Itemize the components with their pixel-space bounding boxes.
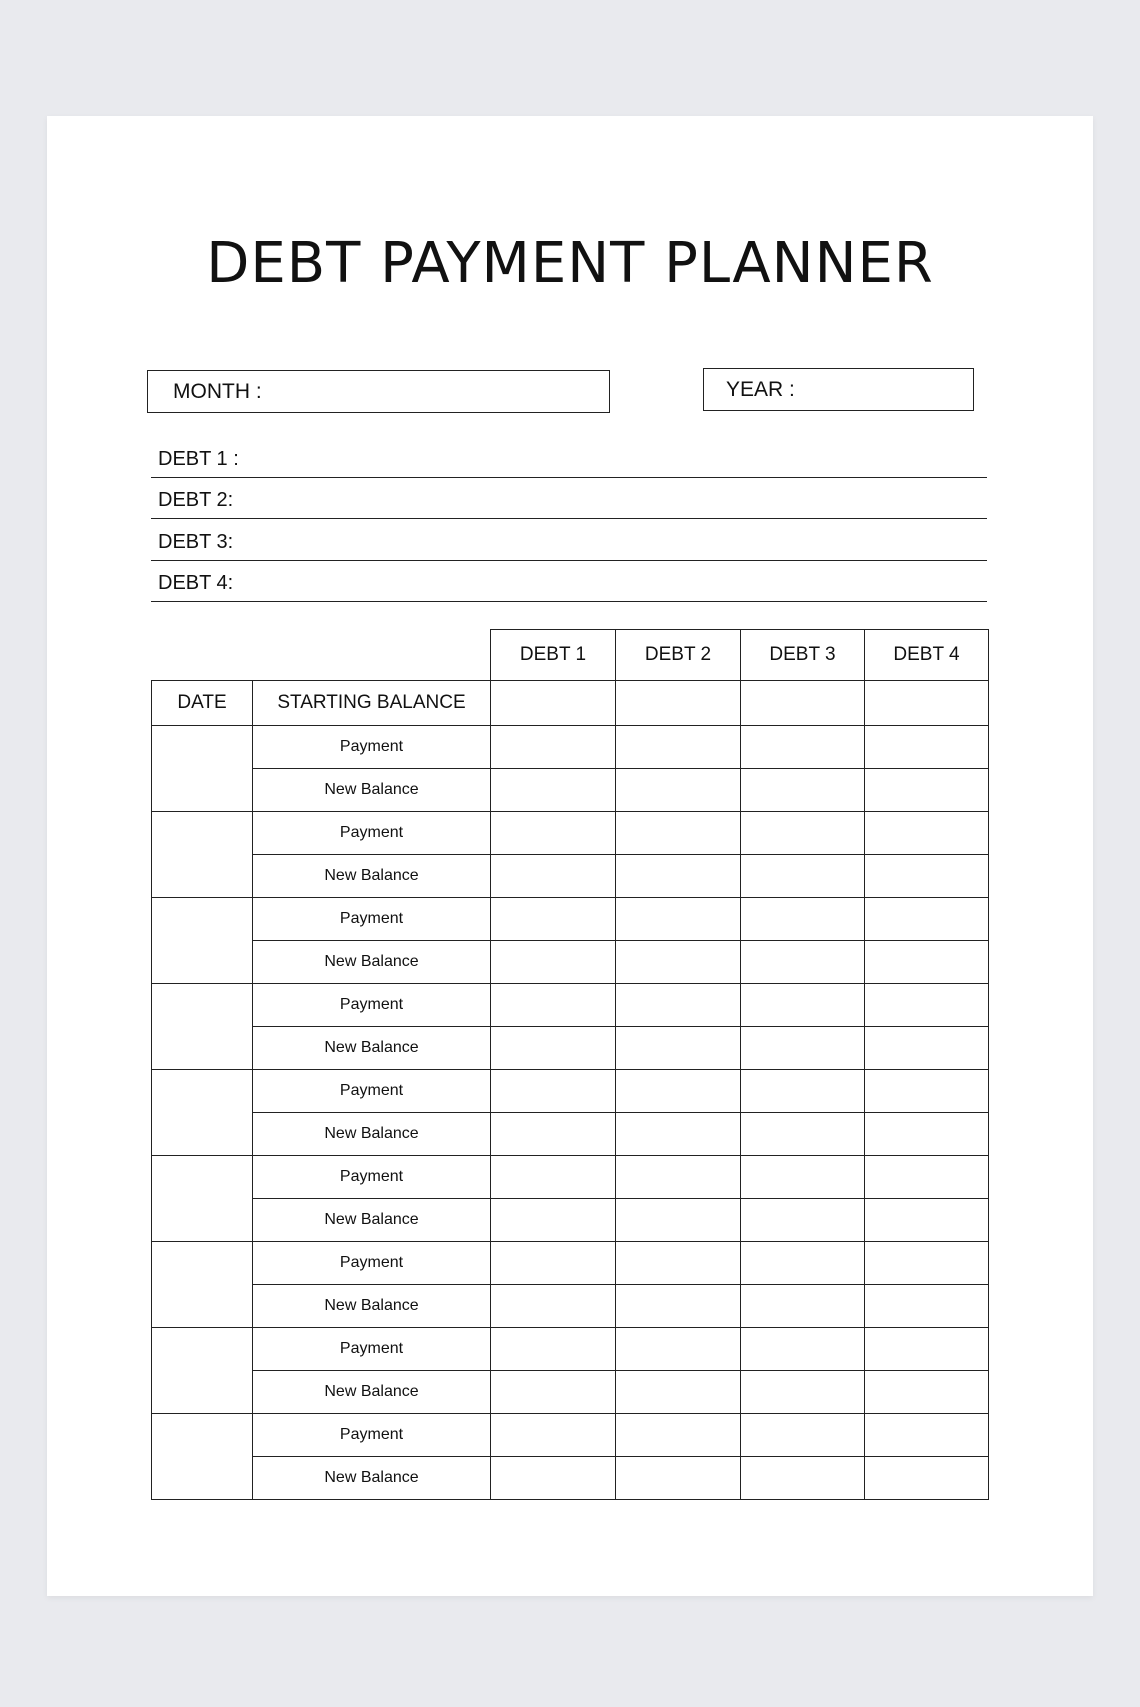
date-cell[interactable] — [152, 898, 253, 984]
debt-2-new-balance-cell[interactable] — [616, 1457, 741, 1500]
debt-1-new-balance-cell[interactable] — [491, 769, 616, 812]
table-row — [152, 1027, 989, 1070]
date-cell[interactable] — [152, 1156, 253, 1242]
starting-balance-debt-3-cell[interactable] — [741, 681, 865, 726]
debt-3-new-balance-cell[interactable] — [741, 941, 865, 984]
debt-header-row — [152, 630, 989, 681]
debt-2-new-balance-cell[interactable] — [616, 1371, 741, 1414]
date-header: DATE — [152, 681, 253, 726]
table-row — [152, 941, 989, 984]
debt-3-payment-cell[interactable] — [741, 984, 865, 1027]
debt-2-new-balance-cell[interactable] — [616, 1285, 741, 1328]
debt-2-payment-cell[interactable] — [616, 726, 741, 769]
debt-3-new-balance-cell[interactable] — [741, 1027, 865, 1070]
debt-2-line[interactable] — [151, 478, 987, 520]
date-cell[interactable] — [152, 1070, 253, 1156]
table-row — [152, 1242, 989, 1285]
planner-sheet — [47, 116, 1093, 1596]
debt-1-payment-cell[interactable] — [491, 1414, 616, 1457]
debt-4-new-balance-cell[interactable] — [865, 1457, 989, 1500]
year-label: YEAR : — [726, 377, 795, 401]
starting-balance-header: STARTING BALANCE — [253, 681, 491, 726]
table-body — [152, 681, 989, 1500]
table-row — [152, 1371, 989, 1414]
debt-1-header: DEBT 1 — [491, 630, 616, 681]
header-spacer — [152, 630, 491, 681]
debt-3-new-balance-cell[interactable] — [741, 769, 865, 812]
debt-1-payment-cell[interactable] — [491, 1328, 616, 1371]
debt-1-payment-cell[interactable] — [491, 1242, 616, 1285]
debt-4-payment-cell[interactable] — [865, 898, 989, 941]
debt-3-new-balance-cell[interactable] — [741, 1457, 865, 1500]
column-header-row — [152, 681, 989, 726]
date-cell[interactable] — [152, 726, 253, 812]
table-row — [152, 769, 989, 812]
month-label: MONTH : — [173, 379, 262, 403]
debt-2-payment-cell[interactable] — [616, 1070, 741, 1113]
date-cell[interactable] — [152, 1328, 253, 1414]
debt-1-line[interactable] — [151, 436, 987, 478]
debt-2-payment-cell[interactable] — [616, 1242, 741, 1285]
debt-2-new-balance-cell[interactable] — [616, 1199, 741, 1242]
debt-3-new-balance-cell[interactable] — [741, 1199, 865, 1242]
debt-2-label: DEBT 2: — [158, 489, 234, 511]
debt-4-payment-cell[interactable] — [865, 1414, 989, 1457]
new-balance-label: New Balance — [253, 1285, 491, 1328]
debt-2-new-balance-cell[interactable] — [616, 1113, 741, 1156]
debt-1-new-balance-cell[interactable] — [491, 1285, 616, 1328]
debt-2-payment-cell[interactable] — [616, 984, 741, 1027]
debt-1-payment-cell[interactable] — [491, 726, 616, 769]
new-balance-label: New Balance — [253, 855, 491, 898]
debt-2-payment-cell[interactable] — [616, 1156, 741, 1199]
debt-3-new-balance-cell[interactable] — [741, 1371, 865, 1414]
debt-name-lines — [151, 436, 987, 602]
payment-label: Payment — [253, 898, 491, 941]
debt-1-new-balance-cell[interactable] — [491, 1371, 616, 1414]
debt-2-payment-cell[interactable] — [616, 898, 741, 941]
debt-2-payment-cell[interactable] — [616, 1328, 741, 1371]
debt-4-header: DEBT 4 — [865, 630, 989, 681]
debt-4-new-balance-cell[interactable] — [865, 1285, 989, 1328]
debt-1-payment-cell[interactable] — [491, 1070, 616, 1113]
debt-3-label: DEBT 3: — [158, 530, 234, 553]
debt-4-new-balance-cell[interactable] — [865, 1113, 989, 1156]
table-row — [152, 1199, 989, 1242]
debt-2-new-balance-cell[interactable] — [616, 855, 741, 898]
debt-3-payment-cell[interactable] — [741, 1328, 865, 1371]
date-cell[interactable] — [152, 984, 253, 1070]
debt-1-payment-cell[interactable] — [491, 898, 616, 941]
payment-label: Payment — [253, 1414, 491, 1457]
payment-label: Payment — [253, 1328, 491, 1371]
debt-4-payment-cell[interactable] — [865, 812, 989, 855]
new-balance-label: New Balance — [253, 1113, 491, 1156]
debt-3-line[interactable] — [151, 519, 987, 561]
debt-1-new-balance-cell[interactable] — [491, 1199, 616, 1242]
debt-4-new-balance-cell[interactable] — [865, 1199, 989, 1242]
debt-3-payment-cell[interactable] — [741, 898, 865, 941]
table-row — [152, 984, 989, 1027]
debt-1-new-balance-cell[interactable] — [491, 1113, 616, 1156]
debt-1-new-balance-cell[interactable] — [491, 1027, 616, 1070]
debt-1-payment-cell[interactable] — [491, 984, 616, 1027]
table-row — [152, 855, 989, 898]
date-cell[interactable] — [152, 812, 253, 898]
new-balance-label: New Balance — [253, 1027, 491, 1070]
table-row — [152, 1414, 989, 1457]
debt-4-payment-cell[interactable] — [865, 1328, 989, 1371]
table-row — [152, 1156, 989, 1199]
new-balance-label: New Balance — [253, 769, 491, 812]
debt-4-label: DEBT 4: — [158, 572, 234, 594]
debt-4-payment-cell[interactable] — [865, 1242, 989, 1285]
debt-3-payment-cell[interactable] — [741, 812, 865, 855]
debt-3-payment-cell[interactable] — [741, 1242, 865, 1285]
debt-3-header: DEBT 3 — [741, 630, 865, 681]
debt-3-payment-cell[interactable] — [741, 1414, 865, 1457]
debt-4-new-balance-cell[interactable] — [865, 855, 989, 898]
new-balance-label: New Balance — [253, 1371, 491, 1414]
debt-3-payment-cell[interactable] — [741, 1070, 865, 1113]
new-balance-label: New Balance — [253, 1457, 491, 1500]
table-row — [152, 1113, 989, 1156]
page-title: DEBT PAYMENT PLANNER — [206, 231, 934, 296]
starting-balance-debt-4-cell[interactable] — [865, 681, 989, 726]
payment-label: Payment — [253, 812, 491, 855]
new-balance-label: New Balance — [253, 941, 491, 984]
debt-4-payment-cell[interactable] — [865, 984, 989, 1027]
month-field[interactable] — [147, 370, 610, 413]
debt-2-payment-cell[interactable] — [616, 1414, 741, 1457]
debt-2-payment-cell[interactable] — [616, 812, 741, 855]
debt-3-payment-cell[interactable] — [741, 726, 865, 769]
debt-2-new-balance-cell[interactable] — [616, 941, 741, 984]
payment-label: Payment — [253, 984, 491, 1027]
payment-label: Payment — [253, 726, 491, 769]
debt-3-new-balance-cell[interactable] — [741, 1285, 865, 1328]
debt-4-new-balance-cell[interactable] — [865, 1371, 989, 1414]
payment-label: Payment — [253, 1242, 491, 1285]
debt-4-new-balance-cell[interactable] — [865, 941, 989, 984]
starting-balance-debt-2-cell[interactable] — [616, 681, 741, 726]
debt-1-new-balance-cell[interactable] — [491, 941, 616, 984]
debt-2-new-balance-cell[interactable] — [616, 1027, 741, 1070]
date-cell[interactable] — [152, 1414, 253, 1500]
debt-3-new-balance-cell[interactable] — [741, 855, 865, 898]
debt-1-new-balance-cell[interactable] — [491, 855, 616, 898]
debt-4-new-balance-cell[interactable] — [865, 769, 989, 812]
debt-1-label: DEBT 1 : — [158, 447, 239, 470]
debt-3-payment-cell[interactable] — [741, 1156, 865, 1199]
date-cell[interactable] — [152, 1242, 253, 1328]
debt-4-payment-cell[interactable] — [865, 726, 989, 769]
starting-balance-debt-1-cell[interactable] — [491, 681, 616, 726]
payment-table — [151, 629, 989, 1500]
debt-1-payment-cell[interactable] — [491, 1156, 616, 1199]
table-row — [152, 1285, 989, 1328]
debt-2-new-balance-cell[interactable] — [616, 769, 741, 812]
debt-2-header: DEBT 2 — [616, 630, 741, 681]
table-row — [152, 726, 989, 769]
new-balance-label: New Balance — [253, 1199, 491, 1242]
table-row — [152, 1070, 989, 1113]
table-row — [152, 1328, 989, 1371]
payment-label: Payment — [253, 1156, 491, 1199]
debt-1-payment-cell[interactable] — [491, 812, 616, 855]
debt-4-payment-cell[interactable] — [865, 1156, 989, 1199]
table-row — [152, 1457, 989, 1500]
debt-3-new-balance-cell[interactable] — [741, 1113, 865, 1156]
debt-4-new-balance-cell[interactable] — [865, 1027, 989, 1070]
payment-label: Payment — [253, 1070, 491, 1113]
debt-4-payment-cell[interactable] — [865, 1070, 989, 1113]
debt-4-line[interactable] — [151, 561, 987, 603]
table-row — [152, 898, 989, 941]
debt-1-new-balance-cell[interactable] — [491, 1457, 616, 1500]
year-field[interactable] — [703, 368, 974, 411]
table-row — [152, 812, 989, 855]
